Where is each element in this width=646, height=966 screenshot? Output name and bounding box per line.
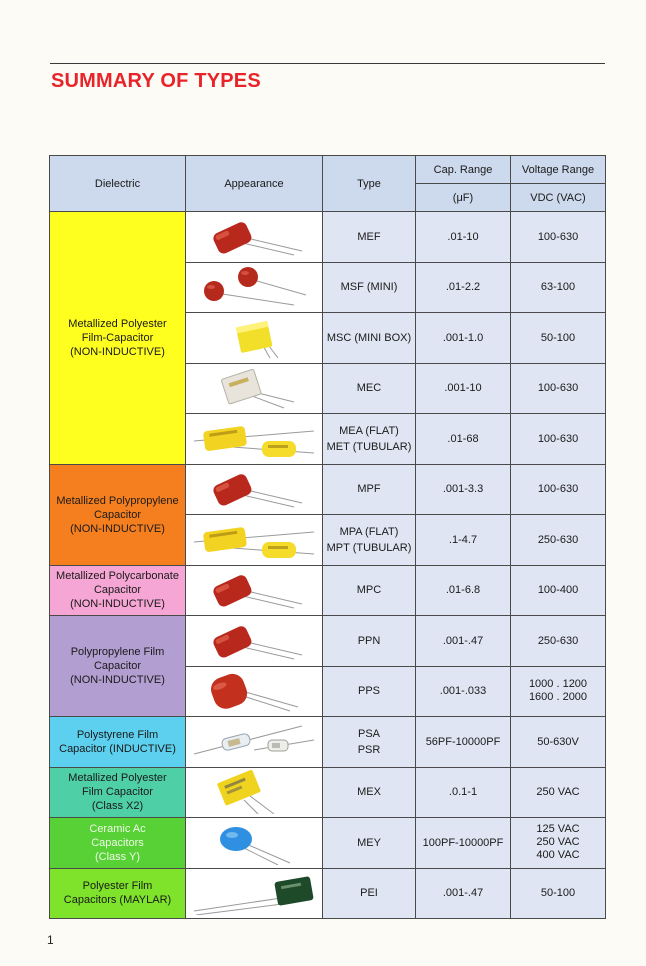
type-cell: [323, 515, 416, 566]
dielectric-label: Capacitor: [93, 584, 142, 597]
type-cell: [323, 616, 416, 667]
cap-range-value: 01-68: [450, 432, 479, 445]
dielectric-label: (NON-INDUCTIVE): [70, 522, 165, 535]
dielectric-label: Polyester Film: [82, 880, 153, 893]
table-row: [50, 818, 606, 869]
dielectric-label: Film Capacitor: [82, 786, 153, 799]
appearance-cell: [186, 464, 323, 515]
type-cell: [323, 767, 416, 818]
cap-range-value: 001-10: [447, 382, 482, 395]
type-cell: [323, 313, 416, 364]
voltage-range-value: 50-630V: [537, 735, 579, 748]
voltage-range-cell: [511, 666, 606, 717]
table-row: [50, 464, 606, 515]
yellow-box-capacitor-icon: [186, 316, 322, 360]
appearance-cell: [186, 363, 323, 414]
voltage-range-cell: [511, 818, 606, 869]
cap-range-prefix: .: [439, 685, 443, 698]
type-label: PSA: [357, 727, 380, 740]
appearance-cell: [186, 616, 323, 667]
cap-range-value: 001-1.0: [445, 331, 484, 344]
type-label: PPS: [357, 685, 380, 698]
type-cell: [323, 565, 416, 616]
voltage-range-value: 400 VAC: [536, 849, 580, 862]
yellow-x2-capacitor-icon: [186, 770, 322, 814]
voltage-range-value: 125 VAC: [536, 823, 580, 836]
header-type: Type: [323, 156, 416, 212]
appearance-cell: [186, 313, 323, 364]
dielectric-label: Metallized Polycarbonate: [56, 570, 179, 583]
voltage-range-cell: [511, 464, 606, 515]
green-box-capacitor-icon: [186, 871, 322, 915]
voltage-range-cell: [511, 767, 606, 818]
cap-range-value: 001-.47: [445, 887, 484, 900]
type-label: MEX: [357, 786, 381, 799]
cap-range-value: 001-.47: [445, 634, 484, 647]
appearance-cell: [186, 212, 323, 263]
dielectric-label: Capacitor (INDUCTIVE): [59, 742, 176, 755]
cap-range-prefix: .: [442, 483, 446, 496]
red-box-capacitor-icon: [186, 467, 322, 511]
dielectric-label: Ceramic Ac: [89, 822, 146, 835]
dielectric-cell: [50, 565, 186, 616]
dielectric-cell: [50, 616, 186, 717]
header-voltage-unit: VDC (VAC): [511, 184, 606, 212]
voltage-range-value: 250 VAC: [536, 786, 580, 799]
type-cell: [323, 464, 416, 515]
voltage-range-cell: [511, 313, 606, 364]
voltage-range-value: 250-630: [537, 533, 579, 546]
appearance-cell: [186, 818, 323, 869]
cap-range-value: 1-4.7: [451, 533, 478, 546]
voltage-range-value: 100-630: [537, 432, 579, 445]
type-label: MPT (TUBULAR): [326, 541, 412, 554]
cap-range-cell: [416, 464, 511, 515]
appearance-cell: [186, 414, 323, 465]
dielectric-label: (NON-INDUCTIVE): [70, 598, 165, 611]
table-row: [50, 565, 606, 616]
summary-table: [49, 155, 606, 919]
dielectric-label: (Class Y): [94, 850, 141, 863]
type-label: MET (TUBULAR): [326, 440, 412, 453]
appearance-cell: [186, 767, 323, 818]
type-label: MPA (FLAT): [339, 525, 399, 538]
dielectric-cell: [50, 717, 186, 768]
table-row: [50, 212, 606, 263]
cap-range-cell: [416, 666, 511, 717]
cap-range-prefix: .: [448, 786, 452, 799]
type-label: MPF: [357, 483, 381, 496]
table-row: [50, 616, 606, 667]
voltage-range-value: 250-630: [537, 634, 579, 647]
dielectric-label: Metallized Polypropylene: [56, 494, 179, 507]
cap-range-prefix: .: [442, 331, 446, 344]
dielectric-label: Capacitors: [91, 836, 144, 849]
type-cell: [323, 363, 416, 414]
cap-range-prefix: .: [442, 634, 446, 647]
cap-range-prefix: .: [442, 887, 446, 900]
white-box-capacitor-icon: [186, 366, 322, 410]
type-cell: [323, 868, 416, 919]
table-row: [50, 868, 606, 919]
voltage-range-value: 100-400: [537, 584, 579, 597]
type-label: PEI: [360, 887, 378, 900]
cap-range-value: 001-.033: [442, 685, 487, 698]
voltage-range-value: 50-100: [540, 331, 576, 344]
voltage-range-cell: [511, 262, 606, 313]
voltage-range-value: 50-100: [540, 887, 576, 900]
appearance-cell: [186, 868, 323, 919]
yellow-axial-capacitor-icon: [186, 518, 322, 562]
type-cell: [323, 818, 416, 869]
cap-range-cell: [416, 616, 511, 667]
appearance-cell: [186, 717, 323, 768]
dielectric-label: Capacitors (MAYLAR): [63, 894, 172, 907]
voltage-range-cell: [511, 565, 606, 616]
dielectric-label: Metallized Polyester: [68, 317, 167, 330]
dielectric-cell: [50, 767, 186, 818]
red-box-capacitor-icon: [186, 568, 322, 612]
appearance-cell: [186, 565, 323, 616]
cap-range-prefix: .: [448, 533, 452, 546]
cap-range-cell: [416, 868, 511, 919]
appearance-cell: [186, 262, 323, 313]
dielectric-cell: [50, 464, 186, 565]
twin-red-mini-capacitor-icon: [186, 265, 322, 309]
dielectric-label: Metallized Polyester: [68, 772, 167, 785]
voltage-range-value: 250 VAC: [536, 836, 580, 849]
type-cell: [323, 212, 416, 263]
type-label: MSF (MINI): [340, 281, 398, 294]
cap-range-prefix: .: [444, 382, 448, 395]
red-box-capacitor-icon: [186, 619, 322, 663]
type-cell: [323, 717, 416, 768]
red-oval-capacitor-icon: [186, 669, 322, 713]
header-dielectric: Dielectric: [50, 156, 186, 212]
type-label: MEA (FLAT): [339, 424, 399, 437]
dielectric-cell: [50, 818, 186, 869]
type-label: MEC: [356, 382, 382, 395]
header-appearance: Appearance: [186, 156, 323, 212]
voltage-range-value: 100-630: [537, 483, 579, 496]
cap-range-cell: [416, 818, 511, 869]
type-label: PSR: [357, 743, 381, 756]
cap-range-cell: [416, 414, 511, 465]
type-cell: [323, 414, 416, 465]
cap-range-value: 01-2.2: [448, 281, 481, 294]
type-cell: [323, 666, 416, 717]
cap-range-value: 0.1-1: [451, 786, 478, 799]
appearance-cell: [186, 515, 323, 566]
cap-range-prefix: .: [447, 230, 451, 243]
title-rule: [50, 63, 605, 64]
cap-range-cell: [416, 262, 511, 313]
dielectric-cell: [50, 212, 186, 465]
voltage-range-value: 63-100: [540, 281, 576, 294]
dielectric-label: Capacitor: [93, 660, 142, 672]
voltage-range-value: 100-630: [537, 382, 579, 395]
cap-range-prefix: .: [447, 432, 451, 445]
table-row: [50, 767, 606, 818]
cap-range-cell: [416, 767, 511, 818]
type-label: MEF: [357, 230, 381, 243]
dielectric-label: (NON-INDUCTIVE): [70, 674, 165, 686]
yellow-axial-capacitor-icon: [186, 417, 322, 461]
type-label: MSC (MINI BOX): [326, 331, 412, 344]
voltage-range-cell: [511, 212, 606, 263]
glass-axial-capacitor-icon: [186, 720, 322, 764]
header-cap-range: Cap. Range: [416, 156, 511, 184]
dielectric-cell: [50, 868, 186, 919]
table-row: [50, 717, 606, 768]
appearance-cell: [186, 666, 323, 717]
voltage-range-cell: [511, 414, 606, 465]
cap-range-cell: [416, 212, 511, 263]
cap-range-cell: [416, 313, 511, 364]
voltage-range-cell: [511, 363, 606, 414]
cap-range-value: 01-10: [450, 230, 479, 243]
type-cell: [323, 262, 416, 313]
cap-range-cell: [416, 565, 511, 616]
cap-range-value: 100PF-10000PF: [422, 836, 504, 849]
cap-range-prefix: .: [445, 281, 449, 294]
cap-range-cell: [416, 363, 511, 414]
page-title: SUMMARY OF TYPES: [51, 70, 261, 92]
type-label: MPC: [356, 584, 382, 597]
red-box-capacitor-icon: [186, 215, 322, 259]
cap-range-cell: [416, 515, 511, 566]
dielectric-label: Polypropylene Film: [70, 646, 165, 658]
voltage-range-value: 100-630: [537, 230, 579, 243]
voltage-range-value: 1000 . 1200: [528, 678, 588, 691]
voltage-range-cell: [511, 616, 606, 667]
cap-range-value: 56PF-10000PF: [425, 735, 501, 748]
cap-range-value: 01-6.8: [448, 584, 481, 597]
dielectric-label: Film-Capacitor: [81, 331, 154, 344]
dielectric-label: (Class X2): [91, 800, 144, 813]
header-voltage-range: Voltage Range: [511, 156, 606, 184]
voltage-range-cell: [511, 868, 606, 919]
dielectric-label: Capacitor: [93, 508, 142, 521]
cap-range-value: 001-3.3: [445, 483, 484, 496]
voltage-range-value: 1600 . 2000: [528, 691, 588, 704]
dielectric-label: Polystyrene Film: [76, 728, 159, 741]
type-label: MEY: [357, 836, 381, 849]
type-label: PPN: [357, 634, 381, 647]
cap-range-prefix: .: [445, 584, 449, 597]
voltage-range-cell: [511, 515, 606, 566]
dielectric-label: (NON-INDUCTIVE): [70, 345, 165, 358]
page-number: 1: [47, 933, 54, 947]
cap-range-cell: [416, 717, 511, 768]
blue-disc-capacitor-icon: [186, 821, 322, 865]
header-cap-unit: (μF): [416, 184, 511, 212]
voltage-range-cell: [511, 717, 606, 768]
